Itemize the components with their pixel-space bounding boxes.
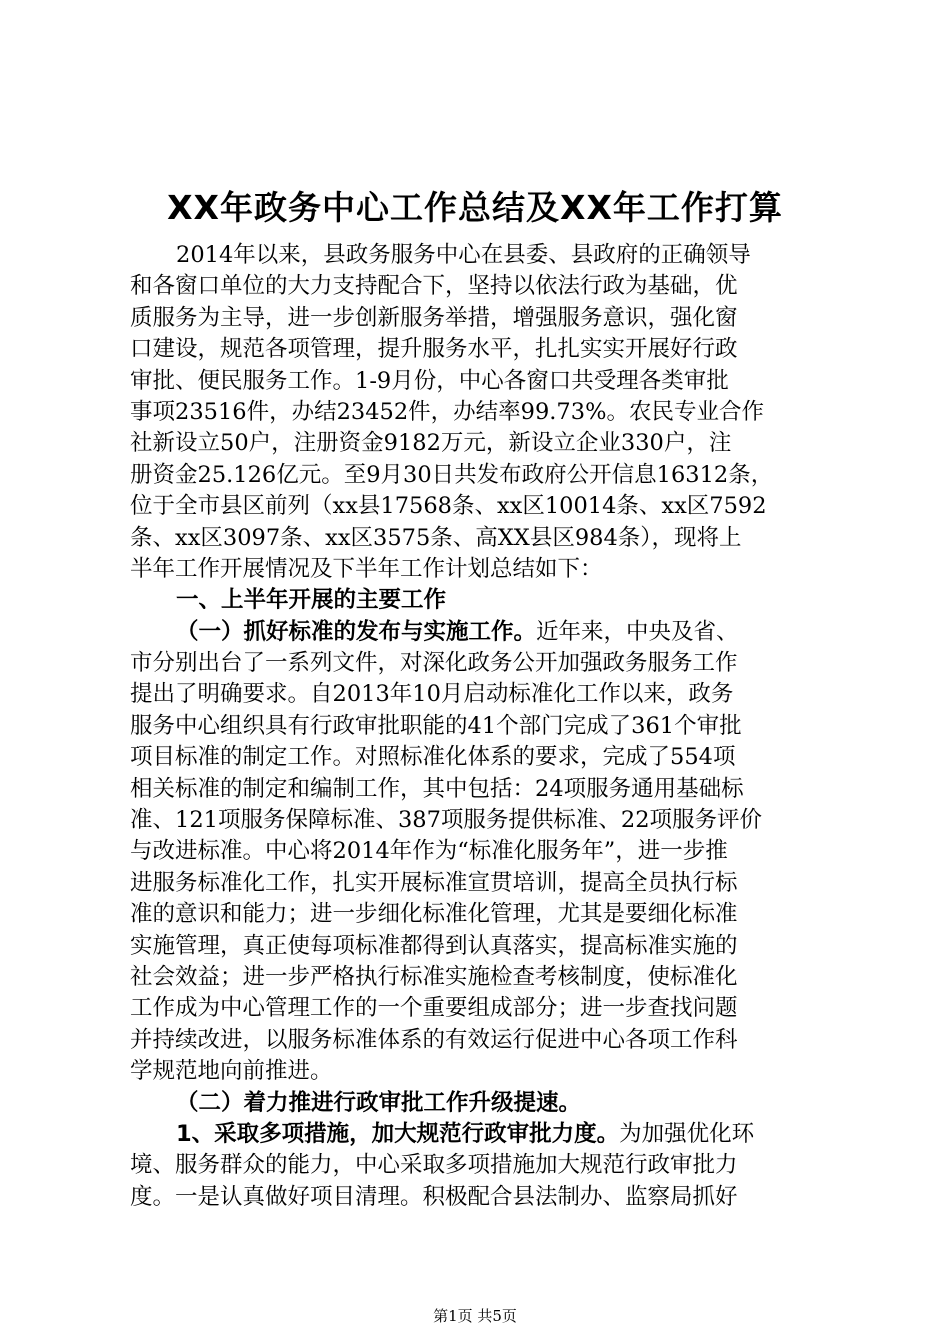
paragraph-line: 市分别出台了一系列文件，对深化政务公开加强政务服务工作: [130, 650, 738, 677]
document-body: [130, 240, 830, 1213]
section-heading: 一、上半年开展的主要工作: [176, 587, 447, 614]
subsection-heading: （二）着力推进行政审批工作升级提速。: [176, 1089, 582, 1116]
paragraph-line: 2014年以来，县政务服务中心在县委、县政府的正确领导: [176, 242, 751, 268]
paragraph-line: 项目标准的制定工作。对照标准化体系的要求，完成了554项: [130, 744, 736, 771]
paragraph-line: 相关标准的制定和编制工作，其中包括：24项服务通用基础标: [130, 775, 744, 802]
paragraph-line: 准、121项服务保障标准、387项服务提供标准、22项服务评价: [130, 807, 763, 834]
document-title: XX年政务中心工作总结及XX年工作打算: [167, 188, 783, 227]
paragraph-line: 位于全市县区前列（xx县17568条、xx区10014条、xx区7592: [130, 493, 767, 520]
paragraph-line: 和各窗口单位的大力支持配合下，坚持以依法行政为基础，优: [130, 273, 738, 300]
paragraph-line: 境、服务群众的能力，中心采取多项措施加大规范行政审批力: [130, 1152, 738, 1179]
paragraph-line: 提出了明确要求。自2013年10月启动标准化工作以来，政务: [130, 681, 734, 708]
paragraph-line: 社新设立50户，注册资金9182万元，新设立企业330户，注: [130, 430, 732, 457]
paragraph-line: 学规范地向前推进。: [130, 1058, 333, 1085]
subsection-heading: （一）抓好标准的发布与实施工作。: [176, 618, 537, 645]
paragraph-line: 准的意识和能力；进一步细化标准化管理，尤其是要细化标准: [130, 901, 738, 928]
paragraph-line: 进服务标准化工作，扎实开展标准宣贯培训，提高全员执行标: [130, 869, 738, 896]
paragraph-line: 社会效益；进一步严格执行标准实施检查考核制度，使标准化: [130, 963, 738, 990]
paragraph-line: 度。一是认真做好项目清理。积极配合县法制办、监察局抓好: [130, 1183, 738, 1210]
paragraph-line: 实施管理，真正使每项标准都得到认真落实，提高标准实施的: [130, 932, 738, 959]
page-number-footer: 第1页 共5页: [433, 1307, 517, 1325]
paragraph-line: 工作成为中心管理工作的一个重要组成部分；进一步查找问题: [130, 995, 738, 1022]
paragraph-line: 口建设，规范各项管理，提升服务水平，扎扎实实开展好行政: [130, 336, 738, 363]
paragraph-text: 近年来，中央及省、: [536, 618, 739, 645]
paragraph-line: 并持续改进，以服务标准体系的有效运行促进中心各项工作科: [130, 1026, 738, 1053]
paragraph-line: 册资金25.126亿元。至9月30日共发布政府公开信息16312条，: [130, 461, 774, 488]
paragraph-line: 事项23516件，办结23452件，办结率99.73%。农民专业合作: [130, 398, 764, 425]
paragraph-line: 条、xx区3097条、xx区3575条、高XX县区984条），现将上: [130, 524, 742, 551]
paragraph-line: 与改进标准。中心将2014年作为“标准化服务年”，进一步推: [130, 838, 728, 865]
paragraph-line: [130, 1119, 830, 1150]
paragraph-text: 为加强优化环: [619, 1120, 755, 1147]
paragraph-line: 半年工作开展情况及下半年工作计划总结如下：: [130, 555, 603, 582]
paragraph-line: 审批、便民服务工作。1-9月份，中心各窗口共受理各类审批: [130, 367, 729, 394]
paragraph-line: 服务中心组织具有行政审批职能的41个部门完成了361个审批: [130, 712, 742, 739]
paragraph-line: [130, 617, 830, 648]
point-heading: 1、采取多项措施，加大规范行政审批力度。: [176, 1120, 620, 1147]
paragraph-line: 质服务为主导，进一步创新服务举措，增强服务意识，强化窗: [130, 304, 738, 331]
